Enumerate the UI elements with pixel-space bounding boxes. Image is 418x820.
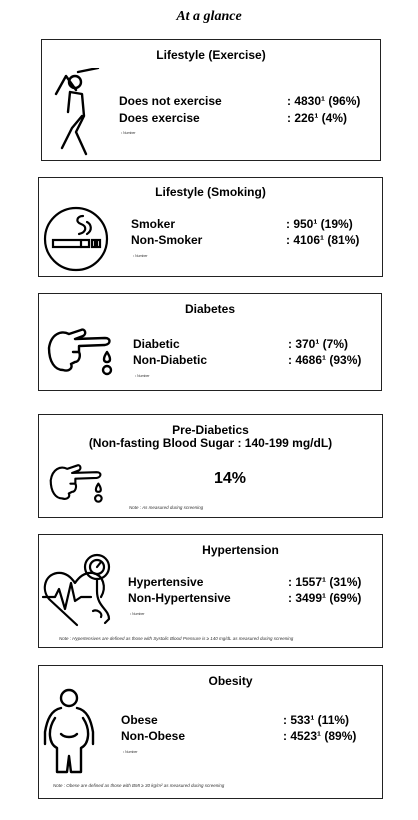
heart-pressure-gauge-icon [41, 551, 121, 631]
finger-blood-drop-icon [45, 322, 117, 378]
smoking-footnote: ¹ Number [133, 254, 148, 258]
page-title: At a glance [176, 9, 242, 24]
hypertension-note: Note : Hypertensives are defined as those with Systolic Blood Pressure is ≥ 140 mg/dL as measured during screening [59, 636, 294, 641]
diabetes-card-title: Diabetes [184, 302, 236, 316]
obesity-note: Note : Obese are defined as those with BMI ≥ 30 kg/m² as measured during screening [53, 783, 225, 788]
prediabetes-card-title: Pre-Diabetics [172, 423, 249, 437]
obesity-card: Obesity Obese : 533¹ (11%) Non-Obese : 4523¹ (89%) ¹ Number Note : Obese are defined as those with BMI ≥ 30 kg/m² as measured during screening [38, 665, 383, 799]
smoking-card-title: Lifestyle (Smoking) [155, 185, 266, 199]
hypertension-footnote: ¹ Number [130, 612, 145, 616]
finger-blood-drop-icon [47, 459, 107, 505]
obese-person-icon [41, 686, 97, 776]
hypertension-card-title: Hypertension [202, 543, 279, 557]
obesity-card-title: Obesity [208, 674, 253, 688]
person-stretching-icon [48, 68, 104, 158]
prediabetes-note: Note : As measured during screening [129, 505, 204, 510]
hypertension-card: Hypertension Hypertensive : 1557¹ (31%) Non-Hypertensive : 3499¹ (69%) ¹ Number Note : Hypertensives are defined as those with Systolic Blood Pressure is ≥ 140 mg/dL as measured during screening [38, 534, 383, 648]
exercise-footnote: ¹ Number [121, 131, 136, 135]
diabetes-footnote: ¹ Number [135, 374, 150, 378]
diabetes-card: Diabetes Diabetic : 370¹ (7%) Non-Diabetic : 4686¹ (93%) ¹ Number [38, 293, 382, 391]
smoking-card: Lifestyle (Smoking) Smoker : 950¹ (19%) Non-Smoker : 4106¹ (81%) ¹ Number [38, 177, 383, 277]
exercise-card-title: Lifestyle (Exercise) [156, 48, 266, 62]
cigarette-icon [43, 206, 109, 272]
exercise-card: Lifestyle (Exercise) Does not exercise : 4830¹ (96%) Does exercise : 226¹ (4%) ¹ Number [41, 39, 381, 161]
obesity-footnote: ¹ Number [123, 750, 138, 754]
prediabetes-card [38, 414, 383, 518]
prediabetes-card-subtitle: (Non-fasting Blood Sugar : 140-199 mg/dL) [88, 436, 333, 450]
prediabetes-value: 14% [214, 470, 247, 487]
